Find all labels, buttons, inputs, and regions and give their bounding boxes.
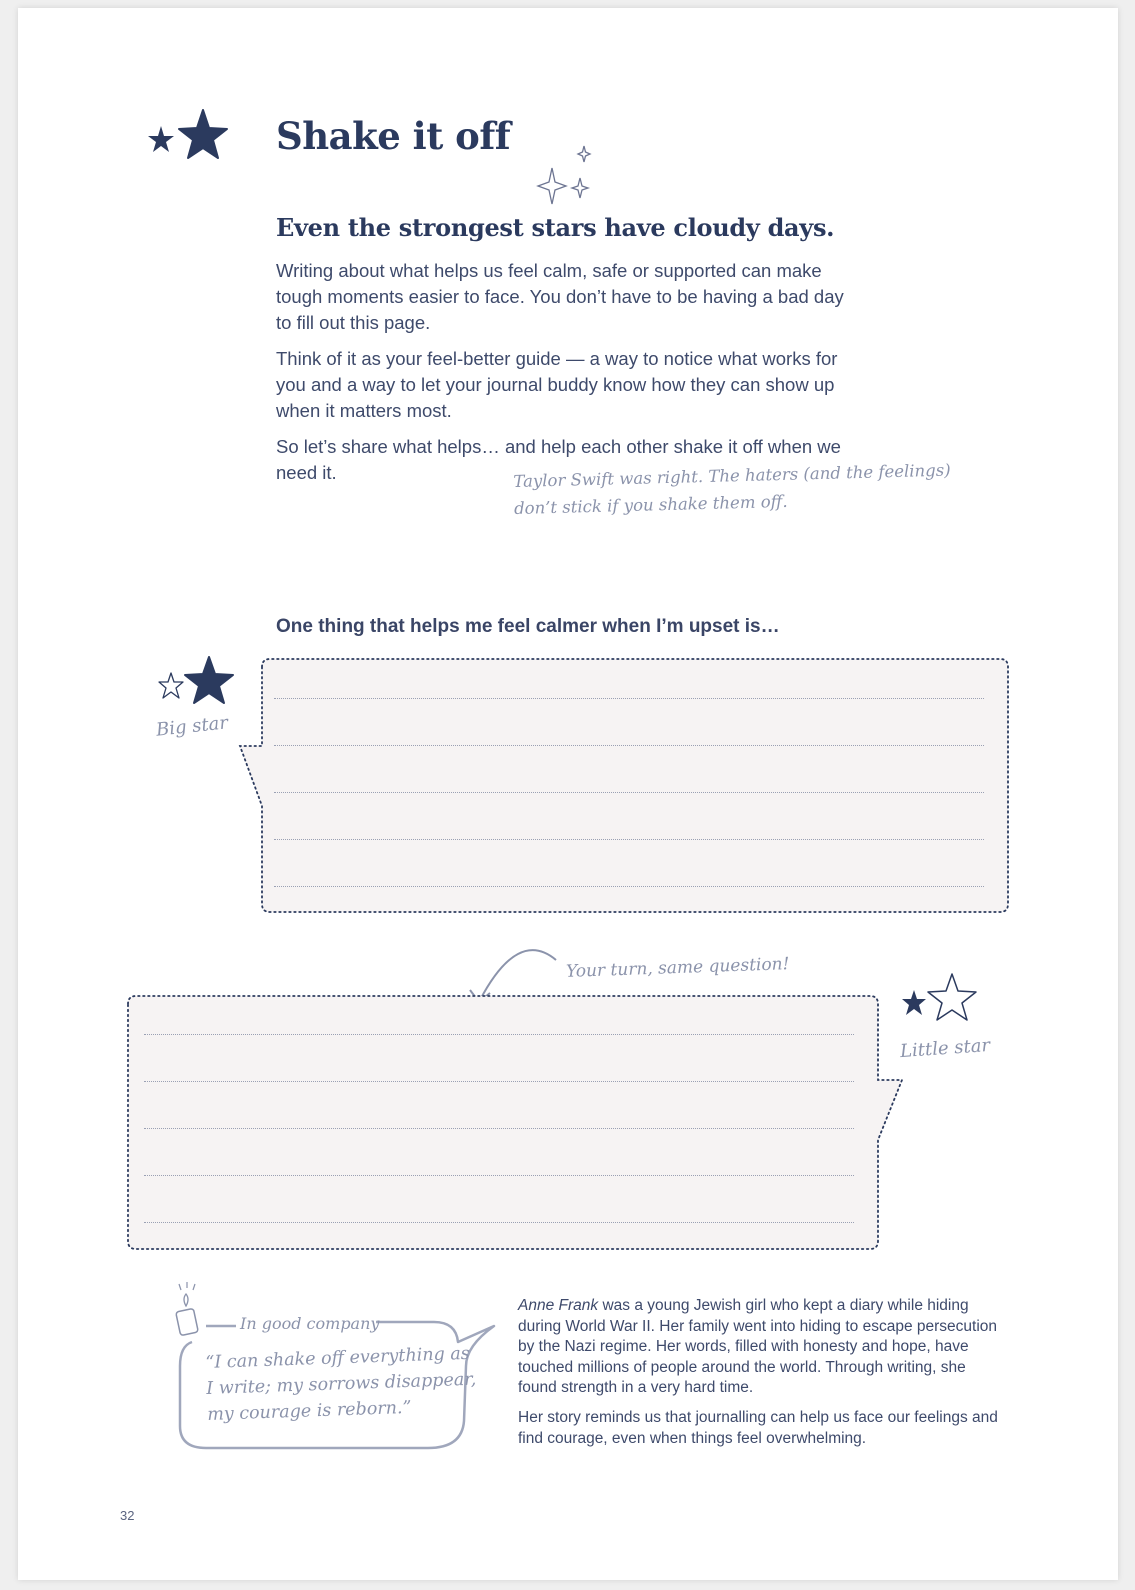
page-title: Shake it off [276,114,511,158]
writing-line [274,698,984,699]
quote-line: “I can shake off everything as [205,1343,471,1373]
writing-line [144,1128,854,1129]
page-subtitle: Even the strongest stars have cloudy days. [276,213,835,242]
filled-star-icon [185,657,233,703]
quote-line: my courage is reborn.” [206,1397,412,1425]
writing-line [274,792,984,793]
intro-paragraph-1: Writing about what helps us feel calm, safe or supported can make tough moments easier to face. You don’t have to be having a bad day to fill out this page. [276,260,844,333]
big-star-label: Big star [155,712,229,741]
anne-frank-quote [205,1341,478,1428]
big-star-bubble [218,653,1018,918]
header-stars-icon [143,106,233,166]
writing-line [144,1175,854,1176]
writing-line [144,1034,854,1035]
writing-line [144,1081,854,1082]
bio-name: Anne Frank [518,1297,599,1314]
small-star-icon [148,126,174,152]
handwritten-note [513,457,952,522]
little-star-icon [894,970,984,1030]
quote-line: I write; my sorrows disappear, [206,1369,477,1399]
your-turn-note: Your turn, same question! [565,954,790,982]
bio-text: was a young Jewish girl who kept a diary while hiding during World War II. Her family went into hiding to escape persecution by the Nazi regime. Her words, filled with honesty and hope, have touched millions of people around the world. Through writing, she found strength in a very hard time. [518,1297,998,1396]
little-star-label: Little star [899,1034,991,1063]
big-star-icon [151,653,241,713]
outline-star-icon [928,974,976,1020]
handnote-line: Taylor Swift was right. The haters (and the feelings) [513,460,951,491]
intro-paragraph-2: Think of it as your feel-better guide — a way to notice what works for you and a way to let your journal buddy know how they can show up when it matters most. [276,348,838,421]
anne-frank-bio-2: Her story reminds us that journalling can help us face our feelings and find courage, even when things feel overwhelming. [518,1409,998,1447]
sparkle-icon [536,142,596,212]
little-star-bubble [116,990,916,1255]
journal-page [18,8,1118,1580]
writing-line [274,745,984,746]
candle-icon [176,1282,199,1336]
writing-line [274,839,984,840]
writing-line [274,886,984,887]
handnote-line: don’t stick if you shake them off. [513,491,788,518]
intro-paragraph-3: So let’s share what helps… and help each other shake it off when we need it. [276,436,841,483]
page-number: 32 [120,1508,135,1523]
anne-frank-bio [518,1296,1008,1399]
large-star-icon [179,110,227,158]
writing-line [144,1222,854,1223]
journal-prompt: One thing that helps me feel calmer when I’m upset is… [276,616,780,637]
company-label: In good company [240,1314,380,1333]
outline-star-icon [159,673,183,698]
filled-star-icon [902,990,926,1015]
